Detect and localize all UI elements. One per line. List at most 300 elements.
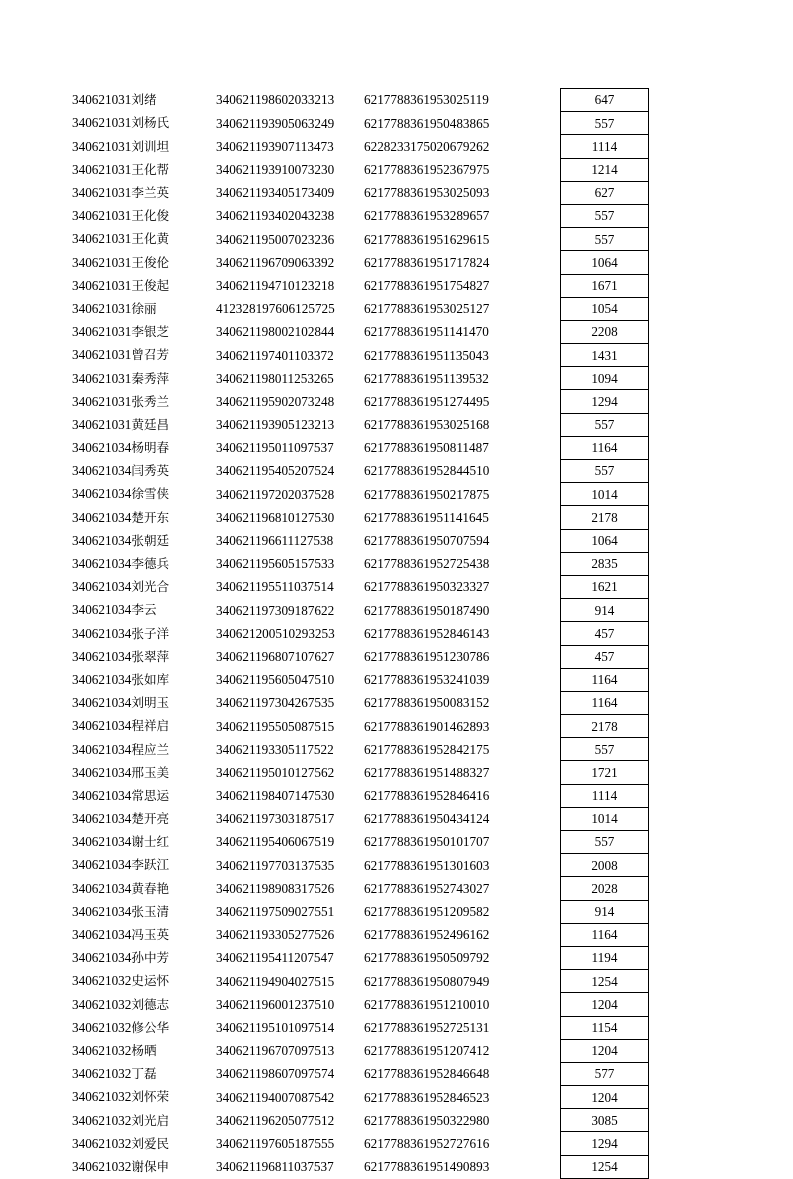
bank-account-cell: 6217788361951139532 (364, 370, 489, 386)
household-id-cell (72, 877, 216, 900)
household-id-cell (72, 1109, 216, 1132)
spacer-cell (534, 1155, 561, 1178)
bank-account-cell: 6217788361951207412 (364, 1043, 490, 1059)
amount-cell: 1154 (561, 1016, 649, 1039)
household-id: 340621031 (72, 209, 132, 223)
table-row (72, 645, 649, 668)
person-name: 李兰英 (131, 186, 170, 200)
amount-cell: 577 (561, 1062, 649, 1085)
household-id: 340621031 (72, 232, 132, 247)
amount-cell: 914 (561, 599, 649, 622)
spacer-cell (534, 135, 561, 158)
spacer-cell (534, 923, 561, 946)
bank-account-cell: 6217788361951230786 (364, 648, 490, 664)
bank-account-cell: 6217788361953025168 (364, 417, 490, 433)
table-row (72, 831, 649, 854)
amount-cell: 1114 (561, 135, 649, 158)
household-id-cell (72, 970, 216, 993)
id-number-cell: 340621196709063392 (216, 254, 335, 270)
household-id: 340621034 (72, 672, 132, 687)
table-row (72, 691, 649, 714)
person-name: 谢士红 (131, 835, 170, 849)
amount-cell: 1094 (561, 367, 649, 390)
household-id-cell (72, 784, 216, 807)
table-row (72, 599, 649, 622)
amount-cell: 1064 (561, 251, 649, 274)
household-id: 340621034 (72, 951, 132, 965)
household-id: 340621032 (72, 1067, 132, 1081)
person-name: 张子洋 (131, 626, 170, 641)
spacer-cell (534, 204, 561, 227)
spacer-cell (534, 483, 561, 506)
spacer-cell (534, 807, 561, 830)
household-id-cell (72, 854, 216, 877)
household-id: 340621032 (72, 1113, 132, 1128)
amount-cell: 1294 (561, 390, 649, 413)
household-id: 340621031 (72, 93, 132, 107)
bank-account-cell: 6217788361901462893 (364, 718, 490, 734)
household-id: 340621031 (72, 278, 132, 293)
table-row (72, 807, 649, 830)
household-id-cell (72, 344, 216, 367)
household-id: 340621034 (72, 904, 132, 919)
bank-account-cell: 6217788361950323327 (364, 579, 490, 595)
table-row (72, 970, 649, 993)
spacer-cell (534, 112, 561, 135)
amount-cell: 647 (561, 89, 649, 112)
table-row (72, 181, 649, 204)
amount-cell: 557 (561, 228, 649, 251)
bank-account-cell: 6217788361950707594 (364, 533, 490, 549)
household-id: 340621034 (72, 557, 132, 571)
household-id: 340621034 (72, 510, 132, 525)
id-number-cell: 340621193905123213 (216, 417, 335, 433)
table-row (72, 993, 649, 1016)
amount-cell: 2208 (561, 320, 649, 343)
bank-account-cell: 6217788361950811487 (364, 440, 489, 456)
household-id-cell (72, 1039, 216, 1062)
table-row (72, 135, 649, 158)
bank-account-cell: 6217788361953289657 (364, 208, 490, 224)
person-name: 徐雪侠 (131, 487, 170, 502)
amount-cell: 1204 (561, 993, 649, 1016)
bank-account-cell: 6217788361950101707 (364, 834, 490, 850)
bank-account-cell: 6217788361950217875 (364, 486, 490, 502)
bank-account-cell: 6217788361951629615 (364, 231, 490, 247)
amount-cell: 1164 (561, 436, 649, 459)
table-row (72, 854, 649, 877)
amount-cell: 2835 (561, 552, 649, 575)
amount-cell: 557 (561, 738, 649, 761)
household-id: 340621031 (72, 186, 132, 200)
id-number-cell: 340621195411207547 (216, 950, 334, 966)
table-row (72, 320, 649, 343)
household-id: 340621031 (72, 139, 132, 154)
spacer-cell (534, 390, 561, 413)
household-id-cell (72, 251, 216, 274)
bank-account-cell: 6217788361952727616 (364, 1135, 490, 1151)
spacer-cell (534, 668, 561, 691)
id-number-cell: 340621195010127562 (216, 764, 335, 780)
table-body (72, 89, 649, 1179)
household-id-cell (72, 204, 216, 227)
id-number-cell: 340621197309187622 (216, 602, 335, 618)
bank-account-cell: 6217788361951209582 (364, 904, 490, 920)
bank-account-cell: 6217788361950483865 (364, 115, 490, 131)
household-id: 340621032 (72, 1090, 132, 1104)
table-row (72, 1016, 649, 1039)
household-id-cell (72, 1155, 216, 1178)
bank-account-cell: 6217788361952846416 (364, 788, 490, 804)
table-row (72, 900, 649, 923)
id-number-cell: 340621194007087542 (216, 1089, 335, 1105)
person-name: 刘怀荣 (131, 1090, 170, 1104)
person-name: 史运怀 (131, 974, 170, 989)
spacer-cell (534, 784, 561, 807)
table-row (72, 483, 649, 506)
person-name: 杨明春 (131, 441, 170, 455)
table-row (72, 297, 649, 320)
household-id-cell (72, 993, 216, 1016)
table-row (72, 460, 649, 483)
household-id: 340621034 (72, 696, 132, 710)
table-row (72, 738, 649, 761)
table-row (72, 228, 649, 251)
spacer-cell (534, 691, 561, 714)
payment-records-table (72, 88, 649, 1179)
person-name: 杨晒 (131, 1043, 157, 1058)
person-name: 楚开东 (131, 510, 170, 525)
household-id-cell (72, 552, 216, 575)
id-number-cell: 340621195511037514 (216, 579, 334, 595)
amount-cell: 1014 (561, 483, 649, 506)
household-id: 340621031 (72, 255, 132, 270)
person-name: 刘杨氏 (131, 116, 170, 131)
spacer-cell (534, 297, 561, 320)
household-id-cell (72, 297, 216, 320)
amount-cell: 1431 (561, 344, 649, 367)
id-number-cell: 340621196811037537 (216, 1159, 334, 1175)
household-id-cell (72, 181, 216, 204)
table-row (72, 436, 649, 459)
person-name: 刘爱民 (131, 1136, 170, 1151)
spacer-cell (534, 181, 561, 204)
table-row (72, 1039, 649, 1062)
id-number-cell: 340621195605047510 (216, 672, 335, 688)
id-number-cell: 340621193907113473 (216, 138, 334, 154)
household-id: 340621031 (72, 348, 132, 362)
spacer-cell (534, 761, 561, 784)
amount-cell: 1254 (561, 970, 649, 993)
id-number-cell: 340621193305117522 (216, 741, 334, 757)
spacer-cell (534, 900, 561, 923)
person-name: 张玉清 (131, 904, 170, 919)
household-id: 340621034 (72, 464, 132, 478)
household-id-cell (72, 1132, 216, 1155)
household-id-cell (72, 529, 216, 552)
id-number-cell: 340621195405207524 (216, 463, 335, 479)
amount-cell: 1064 (561, 529, 649, 552)
household-id-cell (72, 135, 216, 158)
amount-cell: 1164 (561, 923, 649, 946)
id-number-cell: 340621193402043238 (216, 208, 335, 224)
amount-cell: 2008 (561, 854, 649, 877)
table-row (72, 715, 649, 738)
id-number-cell: 412328197606125725 (216, 301, 335, 317)
household-id: 340621031 (72, 371, 132, 386)
spacer-cell (534, 1062, 561, 1085)
bank-account-cell: 6217788361953241039 (364, 672, 490, 688)
person-name: 楚开亮 (131, 812, 170, 826)
spacer-cell (534, 993, 561, 1016)
id-number-cell: 340621196611127538 (216, 533, 334, 549)
id-number-cell: 340621193305277526 (216, 927, 335, 943)
household-id-cell (72, 320, 216, 343)
household-id-cell (72, 761, 216, 784)
spacer-cell (534, 1086, 561, 1109)
bank-account-cell: 6217788361952846143 (364, 625, 490, 641)
household-id: 340621034 (72, 928, 132, 942)
id-number-cell: 340621196707097513 (216, 1043, 335, 1059)
household-id: 340621034 (72, 580, 132, 594)
person-name: 张朝廷 (131, 533, 170, 548)
person-name: 刘明玉 (131, 696, 170, 710)
bank-account-cell: 6228233175020679262 (364, 138, 490, 154)
id-number-cell: 340621195605157533 (216, 556, 335, 572)
household-id-cell (72, 946, 216, 969)
table-row (72, 784, 649, 807)
bank-account-cell: 6217788361951141645 (364, 509, 489, 525)
spacer-cell (534, 1132, 561, 1155)
spacer-cell (534, 460, 561, 483)
bank-account-cell: 6217788361953025127 (364, 301, 490, 317)
person-name: 李云 (131, 603, 157, 618)
bank-account-cell: 6217788361950509792 (364, 950, 490, 966)
bank-account-cell: 6217788361952496162 (364, 927, 490, 943)
id-number-cell: 340621197605187555 (216, 1135, 335, 1151)
household-id-cell (72, 923, 216, 946)
id-number-cell: 340621197303187517 (216, 811, 335, 827)
id-number-cell: 340621194710123218 (216, 277, 335, 293)
table-row (72, 1109, 649, 1132)
household-id-cell (72, 1062, 216, 1085)
amount-cell: 2028 (561, 877, 649, 900)
bank-account-cell: 6217788361951210010 (364, 996, 490, 1012)
table-row (72, 89, 649, 112)
bank-account-cell: 6217788361950807949 (364, 973, 490, 989)
amount-cell: 1294 (561, 1132, 649, 1155)
table-row (72, 575, 649, 598)
household-id-cell (72, 112, 216, 135)
id-number-cell: 340621193405173409 (216, 185, 335, 201)
spacer-cell (534, 552, 561, 575)
spacer-cell (534, 622, 561, 645)
bank-account-cell: 6217788361953025093 (364, 185, 490, 201)
household-id-cell (72, 460, 216, 483)
spacer-cell (534, 320, 561, 343)
person-name: 李银芝 (131, 325, 170, 339)
id-number-cell: 340621197304267535 (216, 695, 335, 711)
id-number-cell: 340621198607097574 (216, 1066, 335, 1082)
spacer-cell (534, 854, 561, 877)
person-name: 张如库 (131, 672, 170, 687)
id-number-cell: 340621197401103372 (216, 347, 334, 363)
amount-cell: 2178 (561, 506, 649, 529)
household-id: 340621031 (72, 417, 132, 432)
amount-cell: 2178 (561, 715, 649, 738)
household-id-cell (72, 575, 216, 598)
id-number-cell: 340621195101097514 (216, 1019, 335, 1035)
person-name: 修公华 (131, 1020, 170, 1035)
household-id: 340621034 (72, 626, 132, 641)
id-number-cell: 340621193905063249 (216, 115, 335, 131)
amount-cell: 557 (561, 413, 649, 436)
household-id: 340621032 (72, 1020, 132, 1035)
id-number-cell: 340621198002102844 (216, 324, 335, 340)
bank-account-cell: 6217788361952842175 (364, 741, 490, 757)
amount-cell: 557 (561, 112, 649, 135)
bank-account-cell: 6217788361950083152 (364, 695, 490, 711)
table-row (72, 506, 649, 529)
spacer-cell (534, 831, 561, 854)
household-id-cell (72, 390, 216, 413)
household-id-cell (72, 738, 216, 761)
table-row (72, 1086, 649, 1109)
table-row (72, 204, 649, 227)
person-name: 王化黄 (131, 232, 170, 247)
household-id-cell (72, 691, 216, 714)
spacer-cell (534, 251, 561, 274)
spacer-cell (534, 738, 561, 761)
id-number-cell: 340621198908317526 (216, 880, 335, 896)
bank-account-cell: 6217788361953025119 (364, 92, 489, 108)
id-number-cell: 340621197703137535 (216, 857, 335, 873)
amount-cell: 1114 (561, 784, 649, 807)
spacer-cell (534, 599, 561, 622)
household-id: 340621034 (72, 788, 132, 803)
household-id: 340621034 (72, 441, 132, 455)
amount-cell: 1164 (561, 668, 649, 691)
household-id: 340621032 (72, 997, 132, 1012)
person-name: 闫秀英 (131, 464, 170, 478)
bank-account-cell: 6217788361951135043 (364, 347, 489, 363)
bank-account-cell: 6217788361951274495 (364, 393, 490, 409)
bank-account-cell: 6217788361951301603 (364, 857, 490, 873)
household-id-cell (72, 622, 216, 645)
household-id-cell (72, 668, 216, 691)
person-name: 程应兰 (131, 742, 170, 757)
bank-account-cell: 6217788361952846523 (364, 1089, 490, 1105)
household-id: 340621034 (72, 487, 132, 502)
household-id-cell (72, 89, 216, 112)
bank-account-cell: 6217788361952725131 (364, 1019, 490, 1035)
spacer-cell (534, 970, 561, 993)
id-number-cell: 340621194904027515 (216, 973, 335, 989)
amount-cell: 1014 (561, 807, 649, 830)
amount-cell: 1204 (561, 1086, 649, 1109)
household-id-cell (72, 367, 216, 390)
spacer-cell (534, 529, 561, 552)
spacer-cell (534, 1039, 561, 1062)
household-id-cell (72, 599, 216, 622)
id-number-cell: 340621200510293253 (216, 625, 335, 641)
table-row (72, 251, 649, 274)
spacer-cell (534, 506, 561, 529)
id-number-cell: 340621196001237510 (216, 996, 335, 1012)
household-id-cell (72, 1086, 216, 1109)
spacer-cell (534, 367, 561, 390)
person-name: 黄廷昌 (131, 417, 170, 432)
spacer-cell (534, 1109, 561, 1132)
household-id-cell (72, 483, 216, 506)
id-number-cell: 340621198011253265 (216, 370, 334, 386)
table-row (72, 622, 649, 645)
household-id: 340621034 (72, 742, 132, 757)
person-name: 程祥启 (131, 719, 170, 733)
spacer-cell (534, 1016, 561, 1039)
spacer-cell (534, 877, 561, 900)
person-name: 邢玉美 (131, 765, 170, 780)
amount-cell: 627 (561, 181, 649, 204)
bank-account-cell: 6217788361950434124 (364, 811, 490, 827)
person-name: 王化帮 (131, 162, 170, 177)
id-number-cell: 340621196205077512 (216, 1112, 335, 1128)
table-row (72, 413, 649, 436)
id-number-cell: 340621196810127530 (216, 509, 335, 525)
amount-cell: 914 (561, 900, 649, 923)
bank-account-cell: 6217788361951717824 (364, 254, 490, 270)
person-name: 常思运 (131, 788, 170, 803)
household-id-cell (72, 274, 216, 297)
household-id: 340621031 (72, 116, 132, 131)
table-row (72, 274, 649, 297)
spacer-cell (534, 715, 561, 738)
household-id-cell (72, 831, 216, 854)
bank-account-cell: 6217788361952743027 (364, 880, 490, 896)
bank-account-cell: 6217788361950322980 (364, 1112, 490, 1128)
spacer-cell (534, 645, 561, 668)
household-id: 340621034 (72, 533, 132, 548)
bank-account-cell: 6217788361952844510 (364, 463, 490, 479)
table-row (72, 668, 649, 691)
amount-cell: 1214 (561, 158, 649, 181)
household-id: 340621034 (72, 835, 132, 849)
person-name: 李德兵 (131, 557, 170, 571)
household-id: 340621032 (72, 1136, 132, 1151)
table-row (72, 158, 649, 181)
bank-account-cell: 6217788361950187490 (364, 602, 490, 618)
household-id-cell (72, 715, 216, 738)
spacer-cell (534, 228, 561, 251)
household-id: 340621034 (72, 765, 132, 780)
household-id-cell (72, 158, 216, 181)
id-number-cell: 340621195902073248 (216, 393, 335, 409)
household-id: 340621034 (72, 649, 132, 664)
amount-cell: 1204 (561, 1039, 649, 1062)
household-id: 340621031 (72, 325, 132, 339)
spacer-cell (534, 946, 561, 969)
bank-account-cell: 6217788361951141470 (364, 324, 489, 340)
id-number-cell: 340621196807107627 (216, 648, 335, 664)
household-id: 340621034 (72, 603, 132, 618)
household-id-cell (72, 228, 216, 251)
person-name: 刘光启 (131, 1113, 170, 1128)
household-id-cell (72, 436, 216, 459)
table-row (72, 552, 649, 575)
table-row (72, 1062, 649, 1085)
person-name: 张翠萍 (131, 649, 170, 664)
person-name: 冯玉英 (131, 928, 170, 942)
